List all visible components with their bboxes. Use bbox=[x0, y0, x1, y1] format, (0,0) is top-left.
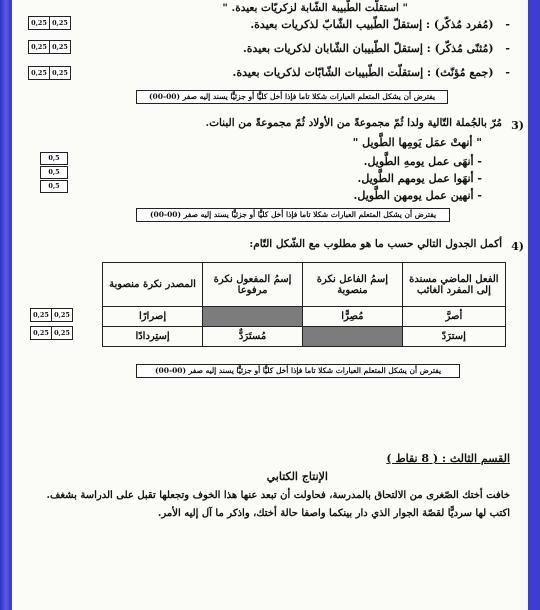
table-row bbox=[103, 307, 506, 327]
score-cell: 0,25 bbox=[28, 40, 50, 54]
q4-score-row-1 bbox=[30, 308, 72, 322]
table-row bbox=[103, 327, 506, 347]
grading-note-1: يفترض أن يشكل المتعلم العبارات شكلا تاما فإذا أخل كليًّا أو جزئيًّا يسند إليه صفر (00-00) bbox=[136, 90, 448, 104]
score-cell: 0,25 bbox=[49, 66, 71, 80]
table-cell: مُصِرًّا bbox=[303, 307, 403, 327]
transform-row-3-label: (جمع مُؤنّث) : bbox=[426, 66, 494, 79]
table-header: إسمُ المفعول نكرة مرفوعا bbox=[203, 263, 303, 307]
transform-row-2-label: (مُثنّى مُذكّر) : bbox=[426, 42, 494, 55]
question-3-answer-1: - أنهَى عمل يومهِ الطَّويل. bbox=[363, 155, 482, 168]
conjugation-table bbox=[102, 262, 506, 347]
grading-note-3: يفترض أن يشكل المتعلم العبارات شكلا تاما فإذا أخل كليًّا أو جزئيًّا يسند إليه صفر (00-00) bbox=[136, 364, 460, 378]
table-cell: مُستَرَدٌّ bbox=[203, 327, 303, 347]
table-cell: إستِردادًا bbox=[103, 327, 203, 347]
question-3-number: 3) bbox=[511, 119, 524, 132]
question-3-sentence: " أنهتْ عمَل يَومِها الطَّويل " bbox=[352, 136, 482, 149]
table-header: إسمُ الفاعل نكرة منصوبة bbox=[303, 263, 403, 307]
table-header-row bbox=[103, 263, 506, 307]
score-box-row-1 bbox=[28, 16, 70, 30]
score-box-row-3 bbox=[28, 66, 70, 80]
q4-score-row-2 bbox=[30, 326, 72, 340]
q3-score-2: 0,5 bbox=[40, 166, 68, 179]
score-cell: 0,25 bbox=[30, 308, 52, 322]
score-cell: 0,25 bbox=[30, 326, 52, 340]
q3-score-3: 0,5 bbox=[40, 180, 68, 193]
section-3-prompt-line-2: اكتب لها سرديًّا لقصّة الجوار الذي دار بينكما واصفا حالة أختك، واذكر ما آل إليه الأمر. bbox=[157, 508, 510, 519]
score-cell: 0,25 bbox=[49, 16, 71, 30]
table-cell-shaded bbox=[303, 327, 403, 347]
table-cell: إصرارًا bbox=[103, 307, 203, 327]
question-3-instruction: مُرّ بالجُملة التّالية ولدا ثُمّ مجموعةً من الأولاد ثُمّ مجموعةً من البنات. bbox=[205, 117, 502, 129]
section-3-prompt-line-1: خافت أختك الصّغرى من الالتحاق بالمدرسة، فحاولت أن تبعد عنها هذا الخوف وتجعلها تقبل على الدراسة بشغف. bbox=[46, 490, 510, 501]
table-cell: أصرَّ bbox=[402, 307, 505, 327]
score-cell: 0,25 bbox=[49, 40, 71, 54]
score-cell: 0,25 bbox=[51, 308, 73, 322]
table-cell-shaded bbox=[203, 307, 303, 327]
score-box-row-2 bbox=[28, 40, 70, 54]
q3-score-1: 0,5 bbox=[40, 152, 68, 165]
score-cell: 0,25 bbox=[28, 66, 50, 80]
exam-sheet bbox=[12, 0, 528, 610]
grading-note-2: يفترض أن يشكل المتعلم العبارات شكلا تاما فإذا أخل كليًّا أو جزئيًّا يسند إليه صفر (00-00) bbox=[136, 208, 450, 222]
transform-row-1: - (مُفرد مُذكّر) : إستقلّ الطّبيب الشّابّ لذكريات بعيدة. bbox=[250, 18, 510, 31]
table-header: المصدر نكرة منصوبة bbox=[103, 263, 203, 307]
section-3-title: القسم الثالث : ( 8 نقاط ) bbox=[386, 452, 510, 465]
score-cell: 0,25 bbox=[51, 326, 73, 340]
score-cell: 0,25 bbox=[28, 16, 50, 30]
transform-row-1-label: (مُفرد مُذكّر) : bbox=[426, 18, 494, 31]
question-4-number: 4) bbox=[511, 240, 524, 253]
table-header: الفعل الماضي مسندة إلى المفرد الغائب bbox=[402, 263, 505, 307]
section-3-subtitle: الإنتاج الكتابي bbox=[266, 470, 328, 483]
question-3-answer-2: - أنهَوا عمل يومهم الطَّويل. bbox=[357, 172, 482, 185]
transform-row-3: - (جمع مُؤنّث) : إستقلّت الطّبيبات الشّابّات لذكريات بعيدة. bbox=[232, 66, 510, 79]
table-cell: إسترَدّ bbox=[402, 327, 505, 347]
transform-row-2-text: إستقلّ الطّبيبان الشّابان لذكريات بعيدة. bbox=[242, 42, 423, 55]
transform-row-3-text: إستقلّت الطّبيبات الشّابّات لذكريات بعيدة. bbox=[232, 66, 424, 79]
question-3-answer-3: - أنهين عمل يومهن الطَّويل. bbox=[353, 189, 482, 202]
transform-row-1-text: إستقلّ الطّبيب الشّابّ لذكريات بعيدة. bbox=[250, 18, 423, 31]
exercise-intro: " استقلّت الطّبيبة الشّابة لزكريّات بعيدة. " bbox=[222, 2, 408, 14]
question-4-instruction: أكمل الجدول التالي حسب ما هو مطلوب مع الشّكل التّام: bbox=[249, 238, 502, 250]
transform-row-2: - (مُثنّى مُذكّر) : إستقلّ الطّبيبان الشّابان لذكريات بعيدة. bbox=[242, 42, 510, 55]
